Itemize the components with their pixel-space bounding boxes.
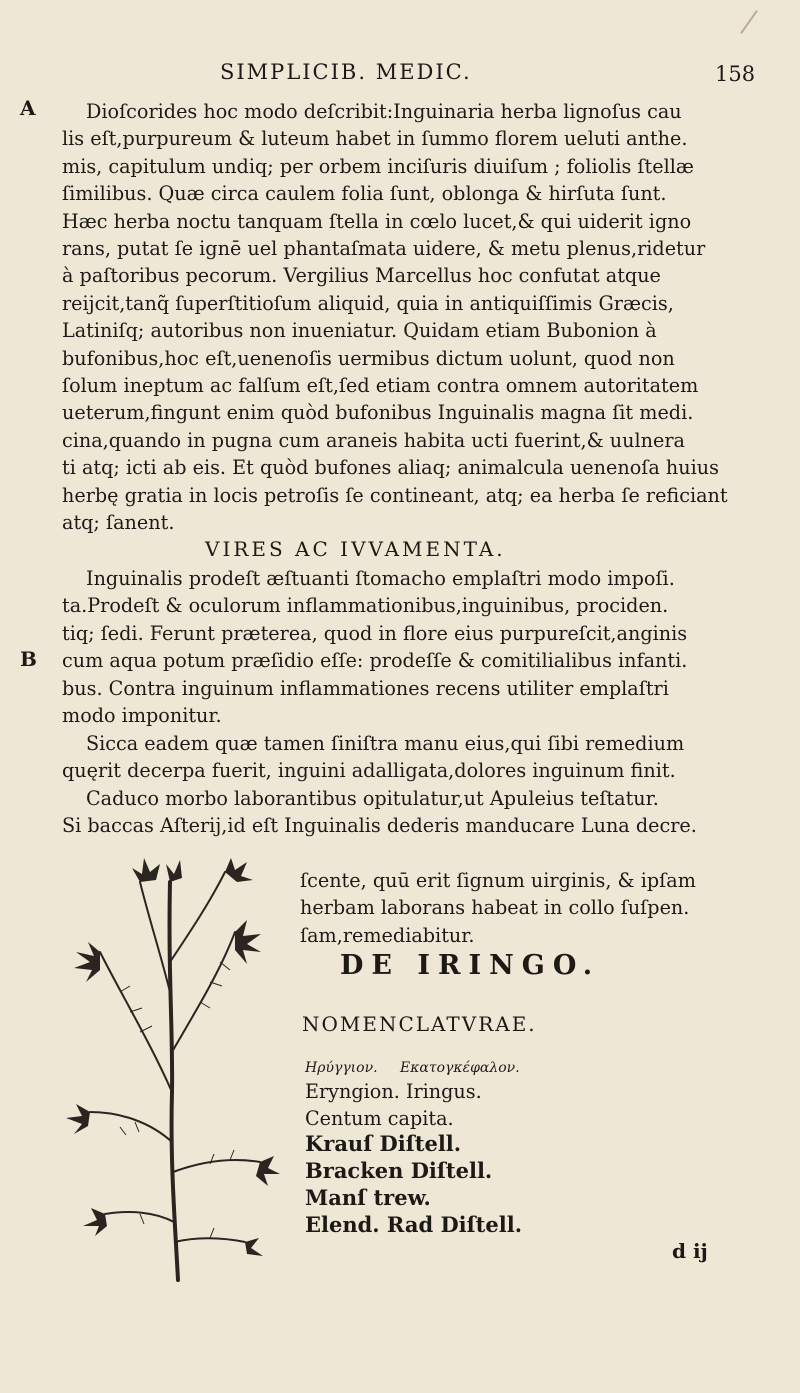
text-line: ſimilibus. Quæ circa caulem folia ſunt, oblonga & hirſuta ſunt. — [62, 182, 667, 206]
greek-names — [305, 1060, 538, 1076]
paper-mark — [740, 10, 758, 34]
greek-name-eryngion: Ηρύγγιον. — [305, 1060, 378, 1076]
text-line: herbę gratia in locis petroſis ſe contineant, atq; ea herba ſe reficiant — [62, 483, 728, 507]
text-line: ſcente, quū erit ſignum uirginis, & ipſam — [300, 869, 696, 892]
chapter-heading-de-iringo: DE IRINGO. — [340, 950, 601, 981]
catchword-signature: d ij — [672, 1239, 708, 1263]
text-line: bus. Contra inguinum inflammationes recens utiliter emplaſtri — [62, 676, 669, 700]
text-line: cina,quando in pugna cum araneis habita ucti fuerint,& uulnera — [62, 428, 685, 452]
paragraph-description — [62, 98, 742, 537]
running-head: SIMPLICIB. MEDIC. — [220, 60, 472, 84]
text-line: Hæc herba noctu tanquam ſtella in cœlo lucet,& qui uiderit igno — [62, 209, 692, 233]
paragraph-remedy — [62, 730, 742, 840]
text-line: Sicca eadem quæ tamen ſiniſtra manu eius,qui ſibi remedium — [86, 732, 685, 755]
margin-letter-b: B — [20, 647, 37, 671]
text-line: Latiniſq; autoribus non inueniatur. Quidam etiam Bubonion à — [62, 319, 657, 343]
text-line: mis, capitulum undiq; per orbem inciſuris diuiſum ; foliolis ſtellæ — [62, 154, 694, 178]
text-line: reijcit,tanq̃ ſuperſtitioſum aliquid, quia in antiquiſſimis Græcis, — [62, 291, 674, 315]
text-line: rans, putat ſe ignē uel phantaſmata uidere, & metu plenus,ridetur — [62, 237, 706, 261]
text-line: bufonibus,hoc eſt,uenenoſis uermibus dictum uolunt, quod non — [62, 346, 675, 370]
text-line: ueterum,fingunt enim quòd bufonibus Inguinalis magna ſit medi. — [62, 401, 694, 425]
paragraph-remedy-wrap — [300, 867, 696, 949]
german-name-line: Krauſ Diſtell. — [305, 1131, 462, 1156]
text-line: ſolum ineptum ac falſum eſt,ſed etiam contra omnem autoritatem — [62, 374, 699, 398]
page-number: 158 — [715, 62, 756, 86]
text-line: Si baccas Aſterij,id eſt Inguinalis dederis manducare Luna decre. — [62, 814, 697, 838]
nomenclature-heading: NOMENCLATVRAE. — [302, 1012, 537, 1036]
latin-name-line: Eryngion. Iringus. — [305, 1080, 482, 1103]
text-line: Dioſcorides hoc modo deſcribit:Inguinaria herba lignoſus cau — [86, 100, 682, 123]
text-line: ti atq; icti ab eis. Et quòd bufones aliaq; animalcula uenenoſa huius — [62, 456, 719, 480]
text-line: tiq; ſedi. Ferunt præterea, quod in flore eius purpureſcit,anginis — [62, 621, 688, 645]
german-name-line: Bracken Diſtell. — [305, 1158, 493, 1183]
german-name-line: Manſ trew. — [305, 1185, 431, 1210]
text-line: quęrit decerpa fuerit, inguini adalligata,dolores inguinum finit. — [62, 759, 676, 783]
text-line: lis eſt,purpureum & luteum habet in ſummo florem ueluti anthe. — [62, 127, 688, 151]
text-line: à paſtoribus pecorum. Vergilius Marcellus hoc confutat atque — [62, 264, 661, 288]
text-line: Inguinalis prodeſt æſtuanti ſtomacho emplaſtri modo impoſi. — [86, 567, 675, 590]
text-line: cum aqua potum præſidio eſſe: prodeſſe & comitilialibus infanti. — [62, 649, 688, 673]
latin-name-line: Centum capita. — [305, 1107, 454, 1130]
text-line: Caduco morbo laborantibus opitulatur,ut Apuleius teſtatur. — [86, 786, 659, 810]
paragraph-vires — [62, 565, 742, 729]
greek-name-hekatonkephalon: Εκατογκέφαλον. — [400, 1060, 520, 1076]
eryngium-woodcut-illustration — [60, 842, 280, 1282]
text-line: herbam laborans habeat in collo ſuſpen. — [300, 896, 690, 920]
german-name-line: Elend. Rad Diſtell. — [305, 1212, 523, 1237]
text-line: atq; ſanent. — [62, 511, 175, 535]
section-heading-vires: VIRES AC IVVAMENTA. — [205, 537, 506, 561]
margin-letter-a: A — [20, 96, 36, 120]
text-line: ſam,remediabitur. — [300, 923, 475, 947]
text-line: modo imponitur. — [62, 704, 222, 728]
text-line: ta.Prodeſt & oculorum inflammationibus,inguinibus, prociden. — [62, 594, 669, 618]
